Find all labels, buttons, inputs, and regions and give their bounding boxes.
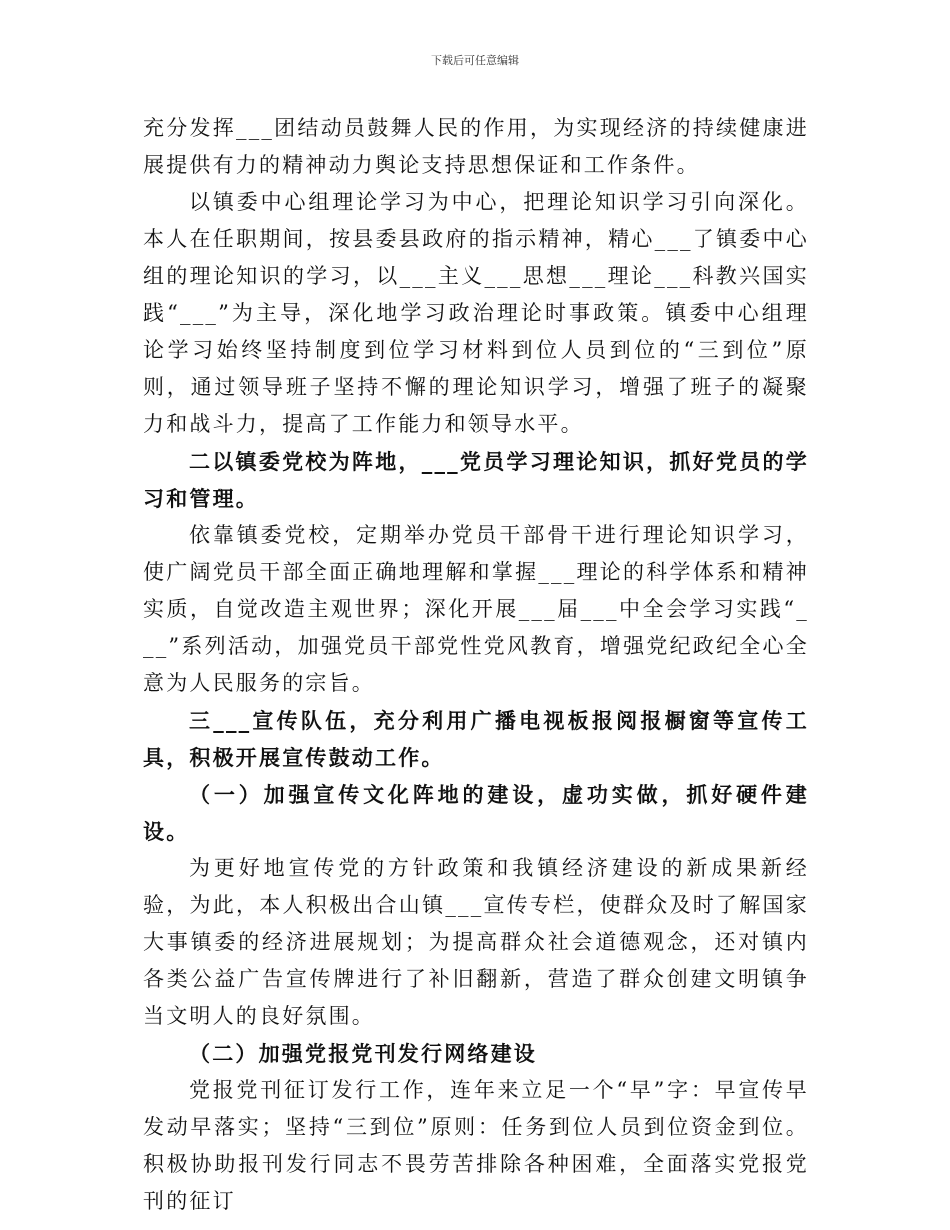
heading-subsection-one: （一）加强宣传文化阵地的建设，虚功实做，抓好硬件建设。 bbox=[143, 782, 809, 844]
paragraph-party-school: 依靠镇委党校，定期举办党员干部骨干进行理论知识学习，使广阔党员干部全面正确地理解和掌握___理论的科学体系和精神实质，自觉改造主观世界；深化开展___届___中全会学习实践“___”系列活动，加强党员干部党性党风教育，增强党纪政纪全心全意为人民服务的宗旨。 bbox=[143, 523, 809, 695]
paragraph-newspaper-distribution: 党报党刊征订发行工作，连年来立足一个“早”字：早宣传早发动早落实；坚持“三到位”原则：任务到位人员到位资金到位。积极协助报刊发行同志不畏劳苦排除各种困难，全面落实党报党刊的征订 bbox=[143, 1078, 809, 1213]
document-body bbox=[143, 110, 809, 1220]
paragraph-intro-continued: 充分发挥___团结动员鼓舞人民的作用，为实现经济的持续健康进展提供有力的精神动力舆论支持思想保证和工作条件。 bbox=[143, 116, 809, 177]
heading-section-two: 二以镇委党校为阵地，___党员学习理论知识，抓好党员的学习和管理。 bbox=[143, 449, 809, 511]
paragraph-propaganda-column: 为更好地宣传党的方针政策和我镇经济建设的新成果新经验，为此，本人积极出合山镇___宣传专栏，使群众及时了解国家大事镇委的经济进展规划；为提高群众社会道德观念，还对镇内各类公益广告宣传牌进行了补旧翻新，营造了群众创建文明镇争当文明人的良好氛围。 bbox=[143, 856, 809, 1028]
paragraph-study-center: 以镇委中心组理论学习为中心，把理论知识学习引向深化。本人在任职期间，按县委县政府的指示精神，精心___了镇委中心组的理论知识的学习，以___主义___思想___理论___科教兴国实践“___”为主导，深化地学习政治理论时事政策。镇委中心组理论学习始终坚持制度到位学习材料到位人员到位的“三到位”原则，通过领导班子坚持不懈的理论知识学习，增强了班子的凝聚力和战斗力，提高了工作能力和领导水平。 bbox=[143, 190, 809, 436]
heading-subsection-two: （二）加强党报党刊发行网络建设 bbox=[189, 1041, 537, 1066]
heading-section-three: 三___宣传队伍，充分利用广播电视板报阅报橱窗等宣传工具，积极开展宣传鼓动工作。 bbox=[143, 708, 809, 770]
page-header-note: 下载后可任意编辑 bbox=[431, 54, 519, 67]
